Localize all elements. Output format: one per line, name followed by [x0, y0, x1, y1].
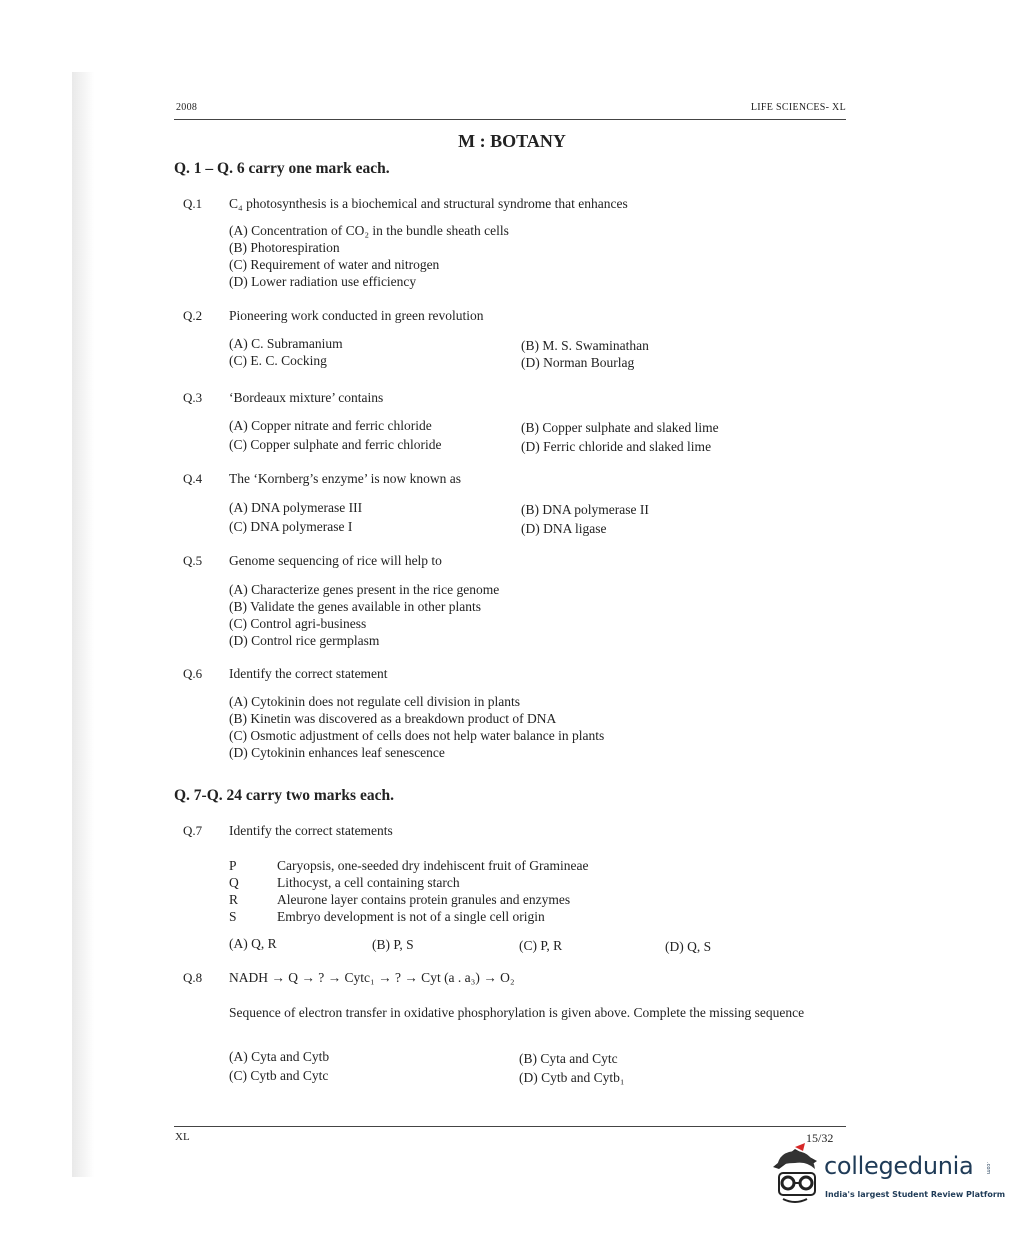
- option: (C) P, R: [519, 938, 563, 953]
- option: (C) Osmotic adjustment of cells does not help water balance in plants: [229, 728, 605, 743]
- option: (A) DNA polymerase III: [229, 500, 363, 515]
- question-text: Genome sequencing of rice will help to: [229, 553, 442, 568]
- question-text: Identify the correct statement: [229, 666, 388, 681]
- option: (B) P, S: [372, 937, 414, 952]
- footer-code: XL: [175, 1131, 190, 1143]
- statement-row: [229, 908, 589, 925]
- section-heading-2: Q. 7-Q. 24 carry two marks each.: [174, 787, 394, 804]
- question-number: Q.3: [183, 390, 203, 405]
- question-description: Sequence of electron transfer in oxidative phosphorylation is given above. Complete the missing sequence: [229, 1005, 805, 1020]
- option: (D) Norman Bourlag: [521, 355, 635, 370]
- statement-text: Aleurone layer contains protein granules and enzymes: [277, 892, 571, 907]
- page-number: 15/32: [806, 1131, 834, 1145]
- option: (C) Copper sulphate and ferric chloride: [229, 437, 442, 452]
- option-column-left: [229, 498, 362, 536]
- question-text: Identify the correct statements: [229, 823, 393, 838]
- statement-list: [229, 857, 589, 925]
- question-text: NADH → Q → ? → Cytc₁ → ? → Cyt (a . a₃) → O₂: [229, 970, 515, 985]
- option: (C) E. C. Cocking: [229, 353, 327, 368]
- statement-row: [229, 891, 589, 908]
- option: (D) Cytokinin enhances leaf senescence: [229, 745, 445, 760]
- statement-row: [229, 874, 589, 891]
- option: (A) Characterize genes present in the rice genome: [229, 582, 500, 597]
- logo-tagline: India's largest Student Review Platform: [825, 1190, 1006, 1199]
- option: (C) Cytb and Cytc: [229, 1068, 329, 1083]
- option: (B) Validate the genes available in other plants: [229, 599, 482, 614]
- statement-letter: P: [229, 858, 237, 873]
- logo-name: collegedunia: [824, 1152, 974, 1180]
- scan-edge-shadow: [72, 72, 94, 1177]
- option: (D) Ferric chloride and slaked lime: [521, 439, 712, 454]
- statement-letter: Q: [229, 875, 239, 890]
- option-column-left: [229, 416, 442, 454]
- option: (A) Concentration of CO₂ in the bundle sheath cells: [229, 223, 509, 238]
- statement-letter: S: [229, 909, 237, 924]
- question-text: Pioneering work conducted in green revolution: [229, 308, 484, 323]
- question-text: The ‘Kornberg’s enzyme’ is now known as: [229, 471, 461, 486]
- statement-letter: R: [229, 892, 239, 907]
- question-number: Q.8: [183, 970, 203, 985]
- option: (D) DNA ligase: [521, 521, 607, 536]
- option: (D) Lower radiation use efficiency: [229, 274, 417, 289]
- option: (C) DNA polymerase I: [229, 519, 353, 534]
- option: (D) Control rice germplasm: [229, 633, 380, 648]
- option: (D) Q, S: [665, 939, 712, 954]
- option-column-left: [229, 1047, 329, 1085]
- statement-row: [229, 857, 589, 874]
- statement-text: Lithocyst, a cell containing starch: [277, 875, 460, 890]
- option: (A) Copper nitrate and ferric chloride: [229, 418, 432, 433]
- option: (A) Q, R: [229, 936, 277, 951]
- header-rule: [174, 119, 846, 120]
- page-title: M : BOTANY: [458, 131, 566, 151]
- option: (B) Kinetin was discovered as a breakdown product of DNA: [229, 711, 557, 726]
- question-number: Q.5: [183, 553, 203, 568]
- statement-text: Embryo development is not of a single cell origin: [277, 909, 545, 924]
- option-column-right: [519, 1049, 625, 1087]
- footer-rule: [174, 1126, 846, 1127]
- option: (B) Cyta and Cytc: [519, 1051, 618, 1066]
- question-number: Q.6: [183, 666, 203, 681]
- option: (D) Cytb and Cytb₁: [519, 1070, 625, 1085]
- option: (B) Photorespiration: [229, 240, 340, 255]
- question-number: Q.2: [183, 308, 203, 323]
- option-column-right: [521, 337, 649, 371]
- option-list: [229, 581, 499, 649]
- option-column-right: [521, 418, 719, 456]
- option: (C) Control agri-business: [229, 616, 367, 631]
- section-heading-1: Q. 1 – Q. 6 carry one mark each.: [174, 160, 390, 177]
- option-column-right: [521, 500, 649, 538]
- statement-text: Caryopsis, one-seeded dry indehiscent fruit of Gramineae: [277, 858, 589, 873]
- question-number: Q.1: [183, 196, 203, 211]
- option: (B) Copper sulphate and slaked lime: [521, 420, 719, 435]
- option: (A) Cytokinin does not regulate cell division in plants: [229, 694, 520, 709]
- option-column-left: [229, 335, 343, 369]
- option-list: [229, 222, 509, 290]
- header-subject: LIFE SCIENCES- XL: [750, 102, 846, 113]
- option: (C) Requirement of water and nitrogen: [229, 257, 440, 272]
- question-text: C₄ photosynthesis is a biochemical and structural syndrome that enhances: [229, 196, 628, 211]
- question-text: ‘Bordeaux mixture’ contains: [229, 390, 384, 405]
- question-number: Q.4: [183, 471, 203, 486]
- header-year: 2008: [176, 102, 198, 113]
- question-number: Q.7: [183, 823, 203, 838]
- option-list: [229, 693, 604, 761]
- option: (B) M. S. Swaminathan: [521, 338, 649, 353]
- option: (B) DNA polymerase II: [521, 502, 649, 517]
- option: (A) Cyta and Cytb: [229, 1049, 330, 1064]
- option: (A) C. Subramanium: [229, 336, 343, 351]
- logo-domain: .com: [985, 1162, 991, 1175]
